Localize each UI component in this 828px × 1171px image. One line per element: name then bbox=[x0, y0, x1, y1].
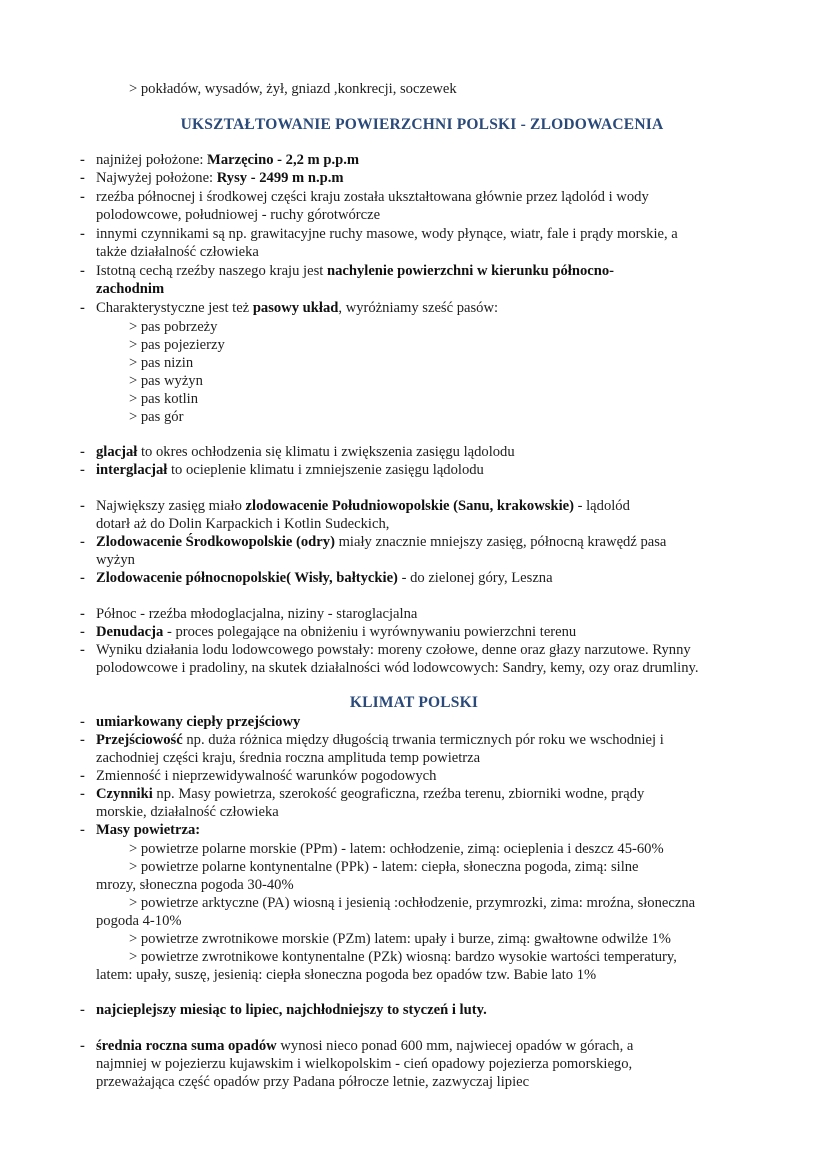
bullet-dash: - bbox=[80, 170, 85, 186]
bullet-dash: - bbox=[80, 732, 85, 748]
air-mass-item-cont: pogoda 4-10% bbox=[96, 913, 182, 929]
bullet-dash: - bbox=[80, 498, 85, 514]
document-page: > pokładów, wysadów, żył, gniazd ,konkrecji, soczewek UKSZTAŁTOWANIE POWIERZCHNI POLSKI - ZLODOWACENIA - najniżej położone: Marzęcino - 2,2 m p.p.m - Najwyżej położone: Rysy - 2499 m n.p.m - rzeźba północnej i środkowej części kraju została ukształtowana głównie przez lądolód i wody polodowcowe, południowej - ruchy górotwórcze - innymi czynnikami są np. grawitacyjne ruchy masowe, wody płynące, wiatr, fale i prądy morskie, a także działalność człowieka - Istotną cechą rzeźby naszego kraju jest nachylenie powierzchni w kierunku północno- zachodnim - Charakterystyczne jest też pasowy układ, wyróżniamy sześć pasów: > pas pobrzeży > pas pojezierzy > pas nizin > pas wyżyn > pas kotlin > pas gór - glacjał to okres ochłodzenia się klimatu i zwiększenia zasięgu lądolodu - interglacjał to ocieplenie klimatu i zmniejszenie zasięgu lądolodu - Największy zasięg miało zlodowacenie Południowopolskie (Sanu, krakowskie) - lądolód dotarł aż do Dolin Karpackich i Kotlin Sudeckich, - Zlodowacenie Środkowopolskie (odry) miały znacznie mniejszy zasięg, północną krawędź pasa wyżyn - Zlodowacenie północnopolskie( Wisły, bałtyckie) - do zielonej góry, Leszna - Północ - rzeźba młodoglacjalna, niziny - staroglacjalna - Denudacja - proces polegające na obniżeniu i wyrównywaniu powierzchni terenu - Wyniku działania lodu lodowcowego powstały: moreny czołowe, denne oraz głazy narzutowe. Rynny polodowcowe i pradoliny, na skutek działalności wód lodowcowych: Sandry, kemy, ozy oraz drumliny. KLIMAT POLSKI - umiarkowany ciepły przejściowy - Przejściowość np. duża różnica między długością trwania termicznych pór roku we wschodniej i zachodniej części kraju, średnia roczna amplituda temp powietrza - Zmienność i nieprzewidywalność warunków pogodowych - Czynniki np. Masy powietrza, szerokość geograficzna, rzeźba terenu, zbiorniki wodne, prądy morskie, działalność człowieka - Masy powietrza: > powietrze polarne morskie (PPm) - latem: ochłodzenie, zimą: ocieplenia i deszcz 45-60% > powietrze polarne kontynentalne (PPk) - latem: ciepła, słoneczna pogoda, zimą: silne mrozy, słoneczna pogoda 30-40% > powietrze arktyczne (PA) wiosną i jesienią :ochłodzenie, przymrozki, zima: mroźna, słoneczna pogoda 4-10% > powietrze zwrotnikowe morskie (PZm) latem: upały i burze, zimą: gwałtowne odwilże 1% > powietrze zwrotnikowe kontynentalne (PZk) wiosną: bardzo wysokie wartości temperatury, latem: upały, suszę, jesienią: ciepła słoneczna pogoda bez opadów tzw. Babie lato 1% - najcieplejszy miesiąc to lipiec, najchłodniejszy to styczeń i luty. - średnia roczna suma opadów wynosi nieco ponad 600 mm, najwiecej opadów w górach, a najmniej w pojezierzu kujawskim i wielkopolskim - cień opadowy pojezierza pomorskiego, przeważająca część opadów przy Padana półrocze letnie, zazwyczaj lipiec bbox=[0, 0, 828, 1171]
section-heading-relief: UKSZTAŁTOWANIE POWIERZCHNI POLSKI - ZLODOWACENIA bbox=[180, 116, 664, 133]
bullet-dash: - bbox=[80, 534, 85, 550]
section-heading-climate: KLIMAT POLSKI bbox=[349, 694, 479, 711]
air-mass-item-cont: mrozy, słoneczna pogoda 30-40% bbox=[96, 877, 294, 893]
belt-item: > pas pojezierzy bbox=[129, 337, 225, 353]
bullet-dash: - bbox=[80, 462, 85, 478]
belt-item: > pas pobrzeży bbox=[129, 319, 218, 335]
air-mass-item: > powietrze zwrotnikowe morskie (PZm) latem: upały i burze, zimą: gwałtowne odwilże 1% bbox=[129, 931, 671, 947]
bullet-dash: - bbox=[80, 263, 85, 279]
bullet-dash: - bbox=[80, 1002, 85, 1018]
air-mass-item: > powietrze polarne kontynentalne (PPk) - latem: ciepła, słoneczna pogoda, zimą: silne bbox=[129, 859, 639, 875]
bullet-dash: - bbox=[80, 444, 85, 460]
bullet-dash: - bbox=[80, 300, 85, 316]
bullet-dash: - bbox=[80, 1038, 85, 1054]
air-mass-item: > powietrze polarne morskie (PPm) - latem: ochłodzenie, zimą: ocieplenia i deszcz 45-60% bbox=[129, 841, 664, 857]
bullet-dash: - bbox=[80, 786, 85, 802]
belt-item: > pas gór bbox=[129, 409, 184, 425]
bullet-dash: - bbox=[80, 624, 85, 640]
air-mass-item: > powietrze arktyczne (PA) wiosną i jesienią :ochłodzenie, przymrozki, zima: mroźna, słoneczna bbox=[129, 895, 696, 911]
belt-item: > pas wyżyn bbox=[129, 373, 203, 389]
bullet-dash: - bbox=[80, 822, 85, 838]
bullet-dash: - bbox=[80, 768, 85, 784]
top-line: > pokładów, wysadów, żył, gniazd ,konkrecji, soczewek bbox=[129, 81, 457, 97]
bullet-dash: - bbox=[80, 570, 85, 586]
bullet-dash: - bbox=[80, 189, 85, 205]
bullet-dash: - bbox=[80, 714, 85, 730]
belt-item: > pas nizin bbox=[129, 355, 194, 371]
belt-item: > pas kotlin bbox=[129, 391, 199, 407]
bullet-dash: - bbox=[80, 226, 85, 242]
bullet-dash: - bbox=[80, 152, 85, 168]
bullet-dash: - bbox=[80, 642, 85, 658]
bullet-dash: - bbox=[80, 606, 85, 622]
air-mass-item-cont: latem: upały, suszę, jesienią: ciepła słoneczna pogoda bez opadów tzw. Babie lato 1% bbox=[96, 967, 597, 983]
air-mass-item: > powietrze zwrotnikowe kontynentalne (PZk) wiosną: bardzo wysokie wartości temperatury, bbox=[129, 949, 677, 965]
